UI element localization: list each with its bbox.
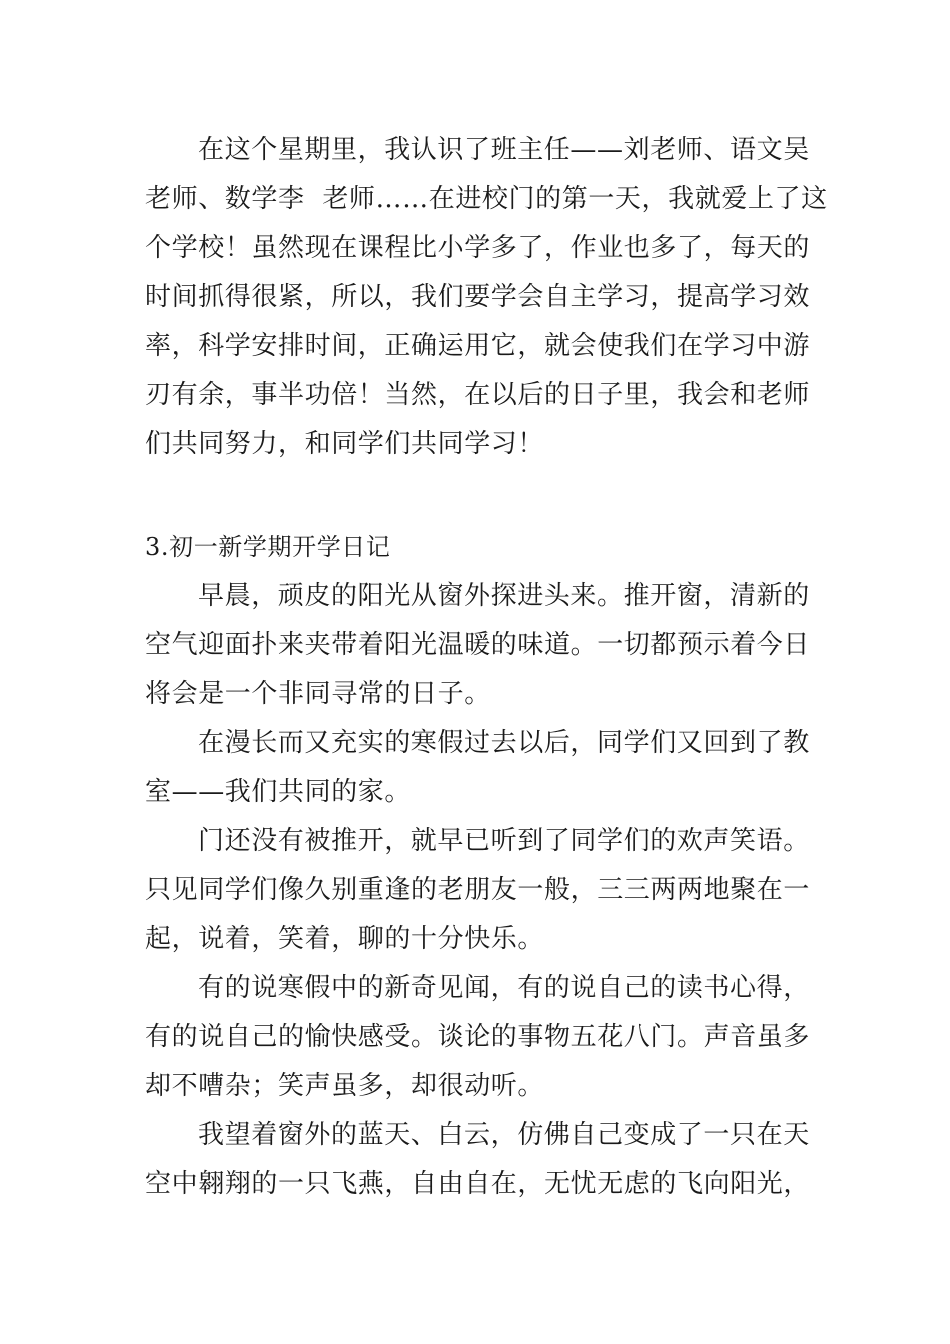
paragraph-1-line-4: 时间抓得很紧，所以，我们要学会自主学习，提高学习效 <box>145 282 811 312</box>
paragraph-1-line-1: 在这个星期里，我认识了班主任——刘老师、语文吴 <box>198 135 810 165</box>
paragraph-1-line-6: 刃有余，事半功倍！当然，在以后的日子里，我会和老师 <box>145 380 811 410</box>
paragraph-4-line-2: 只见同学们像久别重逢的老朋友一般，三三两两地聚在一 <box>145 875 811 905</box>
paragraph-1-line-2: 老师、数学李 老师……在进校门的第一天，我就爱上了这 <box>145 184 828 214</box>
paragraph-5-line-2: 有的说自己的愉快感受。谈论的事物五花八门。声音虽多 <box>145 1022 811 1052</box>
paragraph-4-line-3: 起，说着，笑着，聊的十分快乐。 <box>145 924 545 954</box>
paragraph-1-line-3: 个学校！虽然现在课程比小学多了，作业也多了，每天的 <box>145 233 811 263</box>
paragraph-2-line-2: 空气迎面扑来夹带着阳光温暖的味道。一切都预示着今日 <box>145 630 811 660</box>
paragraph-1-line-5: 率，科学安排时间，正确运用它，就会使我们在学习中游 <box>145 331 811 361</box>
paragraph-5-line-1: 有的说寒假中的新奇见闻，有的说自己的读书心得， <box>198 973 810 1003</box>
paragraph-6-line-1: 我望着窗外的蓝天、白云，仿佛自己变成了一只在天 <box>198 1120 810 1150</box>
paragraph-3-line-2: 室——我们共同的家。 <box>145 777 412 807</box>
paragraph-4-line-1: 门还没有被推开，就早已听到了同学们的欢声笑语。 <box>198 826 810 856</box>
paragraph-2-line-1: 早晨，顽皮的阳光从窗外探进头来。推开窗，清新的 <box>198 581 810 611</box>
paragraph-5-line-3: 却不嘈杂；笑声虽多，却很动听。 <box>145 1071 545 1101</box>
paragraph-6-line-2: 空中翱翔的一只飞燕，自由自在，无忧无虑的飞向阳光， <box>145 1169 811 1199</box>
paragraph-2-line-3: 将会是一个非同寻常的日子。 <box>145 679 491 709</box>
paragraph-1-line-7: 们共同努力，和同学们共同学习！ <box>145 429 545 459</box>
section-heading: 3.初一新学期开学日记 <box>145 533 391 561</box>
paragraph-3-line-1: 在漫长而又充实的寒假过去以后，同学们又回到了教 <box>198 728 810 758</box>
